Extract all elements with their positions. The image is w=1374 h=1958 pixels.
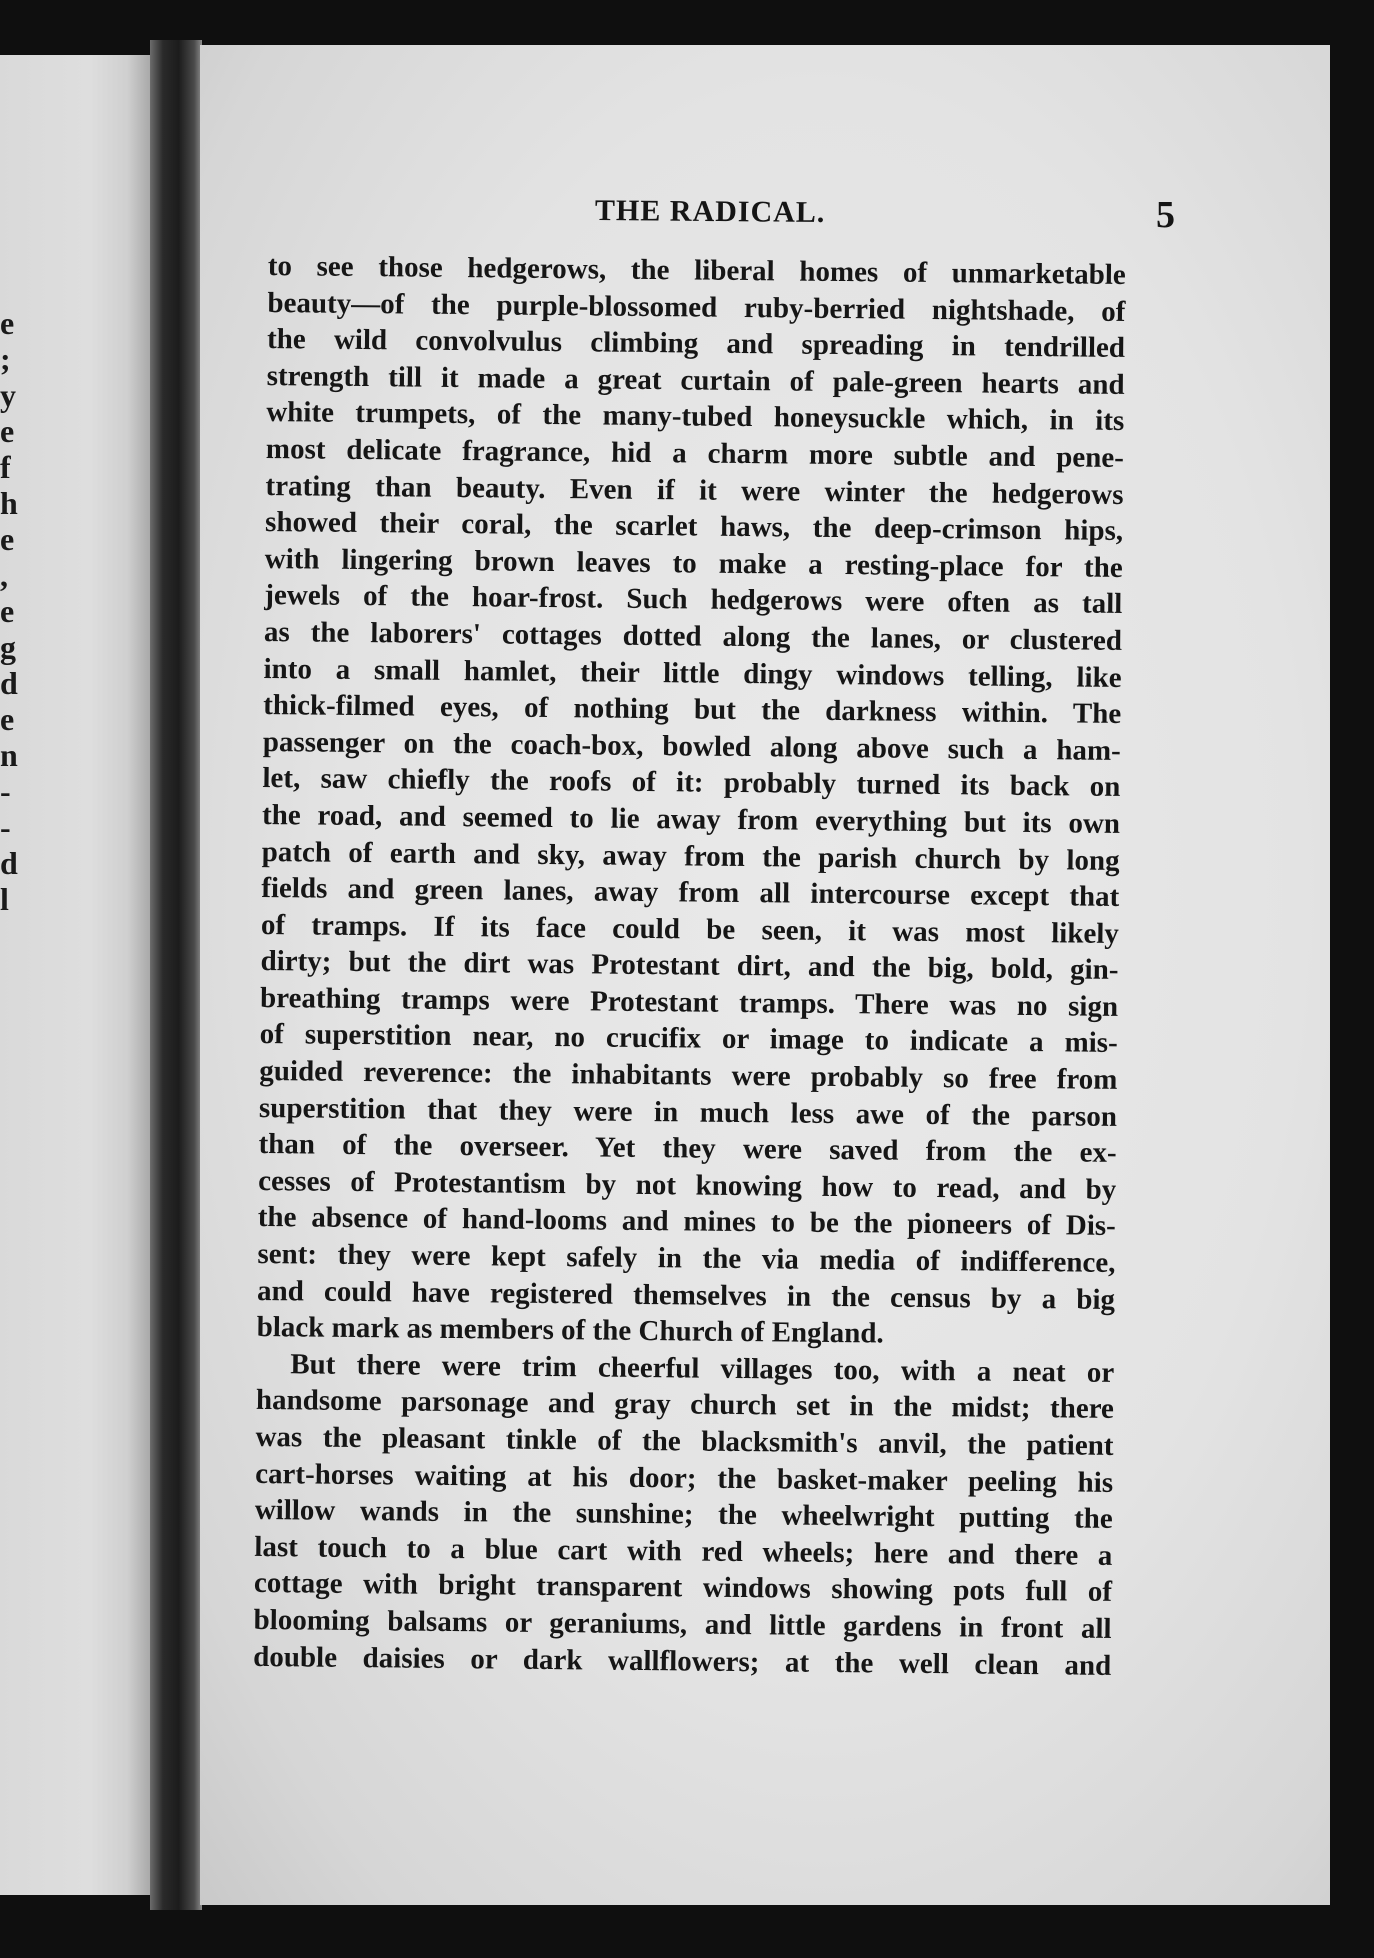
text-line: strength till it made a great curtain of pale-green hearts and: [266, 359, 1125, 401]
text-line: trating than beauty. Even if it were winter the hedgerows: [265, 469, 1124, 511]
text-line: dirty; but the dirt was Protestant dirt, and the big, bold, gin-: [260, 945, 1119, 987]
facing-page-glyph: l: [0, 881, 9, 917]
text-line: white trumpets, of the many-tubed honeysuckle which, in its: [266, 396, 1125, 438]
text-line: breathing tramps were Protestant tramps. There was no sign: [259, 981, 1119, 1023]
facing-page-glyph: ;: [0, 341, 11, 377]
text-line: patch of earth and sky, away from the parish church by long: [261, 835, 1120, 877]
text-line: than of the overseer. Yet they were saved from the ex-: [258, 1128, 1117, 1170]
text-line: to see those hedgerows, the liberal homes of unmarketable: [267, 249, 1126, 291]
text-line: double daisies or dark wallflowers; at the well clean and: [253, 1640, 1112, 1682]
text-line: cesses of Protestantism by not knowing how to read, and by: [258, 1164, 1117, 1206]
facing-page-glyph: g: [0, 629, 16, 665]
text-line: showed their coral, the scarlet haws, the deep-crimson hips,: [264, 506, 1124, 548]
text-line: guided reverence: the inhabitants were probably so free from: [259, 1055, 1118, 1097]
text-line: and could have registered themselves in the census by a big: [256, 1274, 1116, 1316]
text-line: of superstition near, no crucifix or image to indicate a mis-: [259, 1018, 1118, 1060]
facing-page-glyph: e: [0, 593, 15, 629]
text-line: superstition that they were in much less awe of the parson: [258, 1091, 1118, 1133]
paragraph: [257, 248, 1126, 1355]
text-line: blooming balsams or geraniums, and little gardens in front all: [253, 1603, 1112, 1645]
text-line: handsome parsonage and gray church set in the midst; there: [255, 1384, 1115, 1426]
text-line: the road, and seemed to lie away from everything but its own: [261, 798, 1121, 840]
facing-page-glyph: n: [0, 737, 18, 773]
text-line: was the pleasant tinkle of the blacksmith's anvil, the patient: [255, 1420, 1114, 1462]
text-line: cart-horses waiting at his door; the basket-maker peeling his: [254, 1457, 1114, 1499]
body-text: [253, 248, 1126, 1684]
text-line: sent: they were kept safely in the via media of indifference,: [257, 1237, 1116, 1279]
text-line: But there were trim cheerful villages too, with a neat or: [290, 1348, 1115, 1389]
text-line: black mark as members of the Church of England.: [256, 1311, 884, 1350]
text-line: last touch to a blue cart with red wheels; here and there a: [254, 1530, 1113, 1572]
text-line: into a small hamlet, their little dingy windows telling, like: [263, 652, 1122, 694]
text-line: let, saw chiefly the roofs of it: probably turned its back on: [262, 762, 1121, 804]
facing-page-glyph: e: [0, 413, 15, 449]
facing-page-glyph: d: [0, 845, 18, 881]
text-line: cottage with bright transparent windows showing pots full of: [253, 1567, 1113, 1609]
text-line: with lingering brown leaves to make a resting-place for the: [264, 542, 1123, 584]
text-line: jewels of the hoar-frost. Such hedgerows were often as tall: [264, 579, 1123, 621]
facing-page-glyph: -: [0, 773, 11, 809]
paragraph: [253, 1346, 1114, 1684]
text-line: fields and green lanes, away from all intercourse except that: [261, 872, 1120, 914]
page-number: 5: [1156, 194, 1175, 236]
facing-page-line-endings: [0, 305, 24, 917]
book-gutter: [150, 40, 202, 1910]
facing-page-glyph: e: [0, 305, 15, 341]
facing-page-glyph: h: [0, 485, 18, 521]
text-line: as the laborers' cottages dotted along the lanes, or clustered: [263, 615, 1123, 657]
facing-page-glyph: e: [0, 701, 15, 737]
facing-page-glyph: d: [0, 665, 18, 701]
text-line: willow wands in the sunshine; the wheelwright putting the: [254, 1494, 1113, 1536]
facing-page-glyph: ,: [0, 557, 8, 593]
facing-page-glyph: f: [0, 449, 11, 485]
facing-page-glyph: -: [0, 809, 11, 845]
facing-page-glyph: y: [0, 377, 16, 413]
text-line: the absence of hand-looms and mines to be the pioneers of Dis-: [257, 1201, 1116, 1243]
running-head: [200, 195, 1330, 245]
facing-page-fragment: [0, 55, 150, 1895]
text-line: beauty—of the purple-blossomed ruby-berried nightshade, of: [267, 286, 1126, 328]
text-line: of tramps. If its face could be seen, it was most likely: [260, 908, 1120, 950]
text-line: the wild convolvulus climbing and spreading in tendrilled: [266, 323, 1126, 365]
text-line: passenger on the coach-box, bowled along above such a ham-: [262, 725, 1121, 767]
facing-page-glyph: e: [0, 521, 15, 557]
running-title: THE RADICAL.: [594, 193, 826, 230]
text-line: most delicate fragrance, hid a charm more subtle and pene-: [265, 432, 1125, 474]
text-line: thick-filmed eyes, of nothing but the darkness within. The: [263, 689, 1122, 731]
